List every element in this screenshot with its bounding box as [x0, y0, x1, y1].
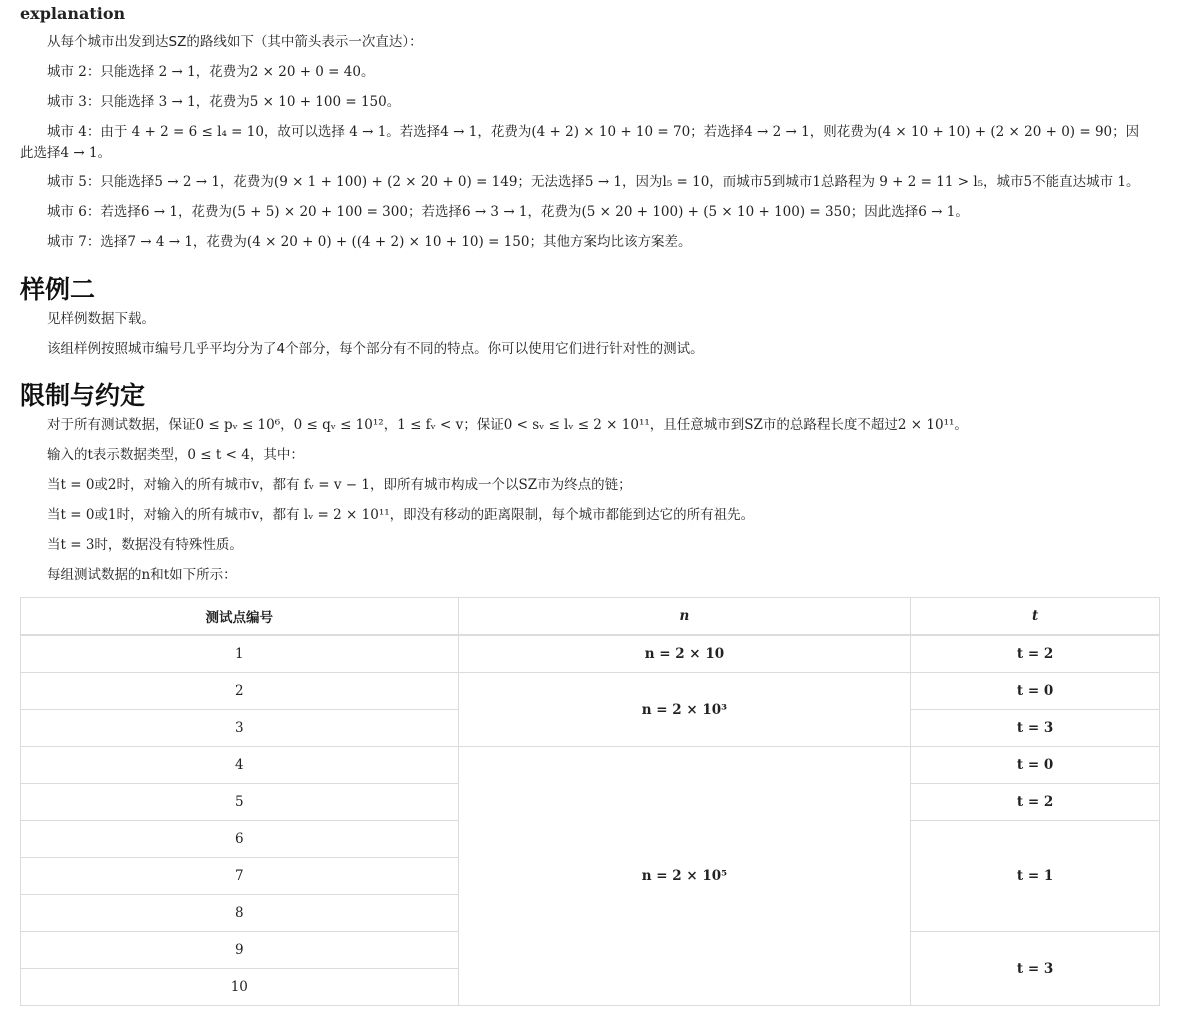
testcase-id: 10: [21, 969, 459, 1006]
city-5-line: 城市 5：只能选择5 → 2 → 1，花费为(9 × 1 + 100) + (2 × 20 + 0) = 149；无法选择5 → 1，因为l₅ = 10，而城市5到城市1总路程为 9 + 2 = 11 > l₅，城市5不能直达城市 1。: [47, 174, 1140, 190]
t-value: t = 2: [911, 635, 1160, 673]
testcase-id: 4: [21, 747, 459, 784]
t-value: t = 0: [911, 747, 1160, 784]
n-value: n = 2 × 10: [458, 635, 911, 673]
constraint-table-intro: 每组测试数据的n和t如下所示：: [47, 567, 237, 583]
sample2-download-line: 见样例数据下载。: [47, 311, 155, 327]
testcase-id: 3: [21, 710, 459, 747]
testcase-id: 6: [21, 821, 459, 858]
constraint-type-line: 输入的t表示数据类型，0 ≤ t < 4，其中：: [47, 447, 304, 463]
sample2-desc-line: 该组样例按照城市编号几乎平均分为了4个部分，每个部分有不同的特点。你可以使用它们进行针对性的测试。: [47, 341, 704, 357]
t-value: t = 1: [911, 821, 1160, 932]
header-t: t: [911, 598, 1160, 636]
city-2-line: 城市 2：只能选择 2 → 1，花费为2 × 20 + 0 = 40。: [47, 64, 375, 80]
n-value: n = 2 × 10⁵: [458, 747, 911, 1006]
explanation-heading: explanation: [20, 4, 126, 23]
constraints-heading: 限制与约定: [20, 381, 146, 410]
constraint-chain-line: 当t = 0或2时，对输入的所有城市v，都有 fᵥ = v − 1，即所有城市构成一个以SZ市为终点的链；: [47, 477, 632, 493]
table-row: [21, 635, 1160, 673]
table-header-row: [21, 598, 1160, 636]
n-value: n = 2 × 10³: [458, 673, 911, 747]
table-row: [21, 747, 1160, 784]
testcase-table: [20, 597, 1160, 1006]
constraint-bounds-line: 对于所有测试数据，保证0 ≤ pᵥ ≤ 10⁶，0 ≤ qᵥ ≤ 10¹²，1 ≤ fᵥ < v；保证0 < sᵥ ≤ lᵥ ≤ 2 × 10¹¹，且任意城市到SZ市的总路程长度不超过2 × 10¹¹。: [47, 417, 968, 433]
testcase-id: 2: [21, 673, 459, 710]
city-3-line: 城市 3：只能选择 3 → 1，花费为5 × 10 + 100 = 150。: [47, 94, 401, 110]
testcase-id: 9: [21, 932, 459, 969]
city-7-line: 城市 7：选择7 → 4 → 1，花费为(4 × 20 + 0) + ((4 + 2) × 10 + 10) = 150；其他方案均比该方案差。: [47, 234, 692, 250]
header-n: n: [458, 598, 911, 636]
t-value: t = 3: [911, 932, 1160, 1006]
city-6-line: 城市 6：若选择6 → 1，花费为(5 + 5) × 20 + 100 = 300；若选择6 → 3 → 1，花费为(5 × 20 + 100) + (5 × 10 + 100) = 350；因此选择6 → 1。: [47, 204, 969, 220]
explanation-intro: 从每个城市出发到达SZ的路线如下（其中箭头表示一次直达）：: [47, 34, 423, 50]
t-value: t = 2: [911, 784, 1160, 821]
t-value: t = 3: [911, 710, 1160, 747]
testcase-id: 1: [21, 635, 459, 673]
testcase-id: 5: [21, 784, 459, 821]
sample2-heading: 样例二: [20, 275, 96, 304]
constraint-general-line: 当t = 3时，数据没有特殊性质。: [47, 537, 243, 553]
t-value: t = 0: [911, 673, 1160, 710]
testcase-id: 7: [21, 858, 459, 895]
city-4-line: 城市 4：由于 4 + 2 = 6 ≤ l₄ = 10，故可以选择 4 → 1。若选择4 → 1，花费为(4 + 2) × 10 + 10 = 70；若选择4 → 2 → 1，则花费为(4 × 10 + 10) + (2 × 20 + 0) = 90；因此选择4 → 1。: [20, 124, 1140, 161]
constraint-nolimit-line: 当t = 0或1时，对输入的所有城市v，都有 lᵥ = 2 × 10¹¹，即没有移动的距离限制，每个城市都能到达它的所有祖先。: [47, 507, 755, 523]
table-row: [21, 673, 1160, 710]
testcase-id: 8: [21, 895, 459, 932]
header-testcase-id: 测试点编号: [21, 598, 459, 636]
